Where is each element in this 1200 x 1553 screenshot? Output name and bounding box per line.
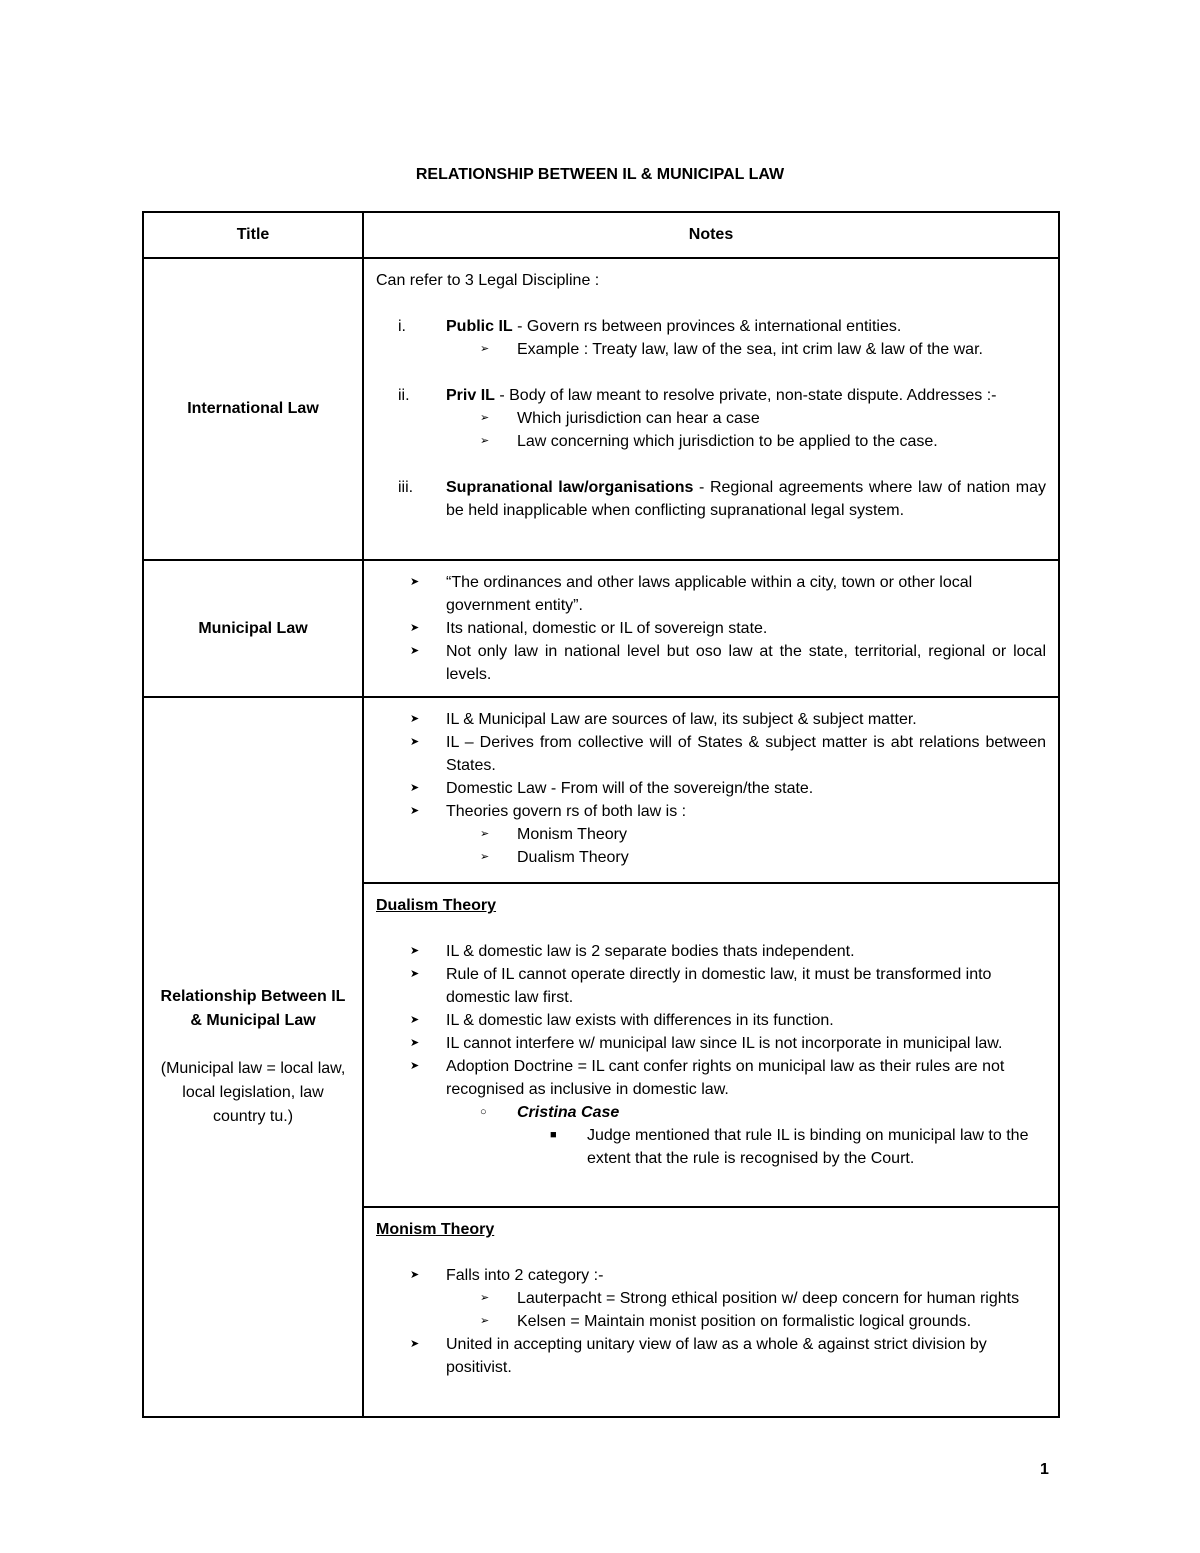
bullet-text: Rule of IL cannot operate directly in domestic law, it must be transformed into domestic law first. xyxy=(446,966,992,1006)
bullet-text: United in accepting unitary view of law as a whole & against strict division by positivist. xyxy=(446,1336,987,1376)
list-item xyxy=(376,384,1046,407)
row-notes xyxy=(363,1207,1059,1417)
sub-list-item xyxy=(376,338,1046,361)
bullet-icon: ➤ xyxy=(410,576,420,588)
list-item xyxy=(376,940,1046,963)
list-item xyxy=(376,571,1046,617)
sub-item-text: Lauterpacht = Strong ethical position w/ deep concern for human rights xyxy=(517,1290,1020,1307)
row-title-text: Municipal Law xyxy=(198,619,308,637)
sub-item-text: Dualism Theory xyxy=(517,849,629,866)
sub-list-item xyxy=(376,846,1046,869)
bullet-icon: ➤ xyxy=(410,1014,420,1026)
bullet-icon: ➤ xyxy=(410,736,420,748)
case-name: Cristina Case xyxy=(517,1104,620,1121)
row-notes xyxy=(363,560,1059,697)
row-notes xyxy=(363,258,1059,560)
bullet-icon: ➤ xyxy=(410,805,420,817)
sub-sub-list-item xyxy=(376,1124,1046,1170)
item-term: Public IL xyxy=(446,318,513,335)
row-title-text: Relationship Between IL & Municipal Law xyxy=(160,988,346,1029)
item-term: Priv IL xyxy=(446,387,495,404)
filled-square-bullet-icon: ■ xyxy=(550,1129,557,1141)
sub-list-item xyxy=(376,1310,1046,1333)
sub-list-item xyxy=(376,430,1046,453)
numeral: ii. xyxy=(398,387,410,404)
header-title: Title xyxy=(143,212,363,258)
list-item xyxy=(376,1032,1046,1055)
bullet-icon: ➤ xyxy=(410,782,420,794)
bullet-icon: ➤ xyxy=(410,645,420,657)
case-note: Judge mentioned that rule IL is binding on municipal law to the extent that the rule is recognised by the Court. xyxy=(587,1127,1029,1167)
list-item xyxy=(376,800,1046,823)
bullet-text: IL – Derives from collective will of States & subject matter is abt relations between States. xyxy=(446,734,1046,774)
header-notes: Notes xyxy=(363,212,1059,258)
bullet-text: Adoption Doctrine = IL cant confer rights on municipal law as their rules are not recognised as inclusive in domestic law. xyxy=(446,1058,1005,1098)
item-text: - Govern rs between provinces & international entities. xyxy=(512,318,902,335)
bullet-text: Domestic Law - From will of the sovereign/the state. xyxy=(446,780,814,797)
document-title: RELATIONSHIP BETWEEN IL & MUNICIPAL LAW xyxy=(415,166,785,183)
arrow-outline-bullet-icon: ➢ xyxy=(480,435,490,447)
list-item xyxy=(376,476,1046,522)
bullet-icon: ➤ xyxy=(410,968,420,980)
list-item xyxy=(376,731,1046,777)
row-title-note: (Municipal law = local law, local legislation, law country tu.) xyxy=(160,1060,346,1125)
list-item xyxy=(376,708,1046,731)
bullet-text: IL & domestic law exists with differences in its function. xyxy=(446,1012,834,1029)
list-item xyxy=(376,1333,1046,1379)
numeral: i. xyxy=(398,318,406,335)
row-title-text: International Law xyxy=(187,400,319,417)
table-row xyxy=(143,560,1059,697)
bullet-text: Theories govern rs of both law is : xyxy=(446,803,687,820)
sub-list-item xyxy=(376,1287,1046,1310)
bullet-text: Not only law in national level but oso law at the state, territorial, regional or local levels. xyxy=(446,643,1046,683)
bullet-icon: ➤ xyxy=(410,1269,420,1281)
list-item xyxy=(376,617,1046,640)
notes-table xyxy=(142,211,1060,1418)
bullet-text: Falls into 2 category :- xyxy=(446,1267,604,1284)
sub-item-text: Kelsen = Maintain monist position on formalistic logical grounds. xyxy=(517,1313,972,1330)
row-notes xyxy=(363,883,1059,1207)
list-item xyxy=(376,1055,1046,1101)
page-number: 1 xyxy=(1040,1461,1049,1478)
item-text: - Body of law meant to resolve private, non-state dispute. Addresses :- xyxy=(494,387,997,404)
bullet-icon: ➤ xyxy=(410,1338,420,1350)
bullet-icon: ➤ xyxy=(410,1060,420,1072)
arrow-outline-bullet-icon: ➢ xyxy=(480,828,490,840)
list-item xyxy=(376,777,1046,800)
numeral: iii. xyxy=(398,479,414,496)
section-heading: Dualism Theory xyxy=(376,897,497,914)
list-item xyxy=(376,1264,1046,1287)
row-title xyxy=(143,258,363,560)
sub-item-text: Law concerning which jurisdiction to be applied to the case. xyxy=(517,433,938,450)
item-term: Supranational law/organisations xyxy=(446,479,694,496)
sub-item-text: Monism Theory xyxy=(517,826,627,843)
arrow-outline-bullet-icon: ➢ xyxy=(480,851,490,863)
circle-outline-bullet-icon: ○ xyxy=(480,1106,487,1118)
bullet-text: IL & domestic law is 2 separate bodies thats independent. xyxy=(446,943,855,960)
header-row xyxy=(143,212,1059,258)
list-item xyxy=(376,640,1046,686)
item-text: - Regional agreements where law of nation may be held inapplicable when conflicting supranational legal system. xyxy=(446,479,1047,519)
row-title xyxy=(143,697,363,1417)
list-item xyxy=(376,315,1046,338)
table-row xyxy=(143,258,1059,560)
row-title xyxy=(143,560,363,697)
list-item xyxy=(376,963,1046,1009)
arrow-outline-bullet-icon: ➢ xyxy=(480,1315,490,1327)
arrow-outline-bullet-icon: ➢ xyxy=(480,343,490,355)
arrow-outline-bullet-icon: ➢ xyxy=(480,1292,490,1304)
sub-item-text: Which jurisdiction can hear a case xyxy=(517,410,760,427)
list-item xyxy=(376,1009,1046,1032)
bullet-text: Its national, domestic or IL of sovereign state. xyxy=(446,620,768,637)
row-notes xyxy=(363,697,1059,883)
bullet-icon: ➤ xyxy=(410,1037,420,1049)
bullet-icon: ➤ xyxy=(410,622,420,634)
bullet-text: IL cannot interfere w/ municipal law since IL is not incorporate in municipal law. xyxy=(446,1035,1003,1052)
bullet-icon: ➤ xyxy=(410,945,420,957)
sub-item-text: Example : Treaty law, law of the sea, int crim law & law of the war. xyxy=(517,341,983,358)
sub-list-item xyxy=(376,823,1046,846)
section-heading: Monism Theory xyxy=(376,1221,495,1238)
bullet-text: IL & Municipal Law are sources of law, its subject & subject matter. xyxy=(446,711,917,728)
notes-intro: Can refer to 3 Legal Discipline : xyxy=(376,272,600,289)
arrow-outline-bullet-icon: ➢ xyxy=(480,412,490,424)
bullet-icon: ➤ xyxy=(410,713,420,725)
sub-list-item xyxy=(376,407,1046,430)
sub-list-item xyxy=(376,1101,1046,1124)
bullet-text: “The ordinances and other laws applicable within a city, town or other local government entity”. xyxy=(446,574,973,614)
table-row xyxy=(143,697,1059,883)
